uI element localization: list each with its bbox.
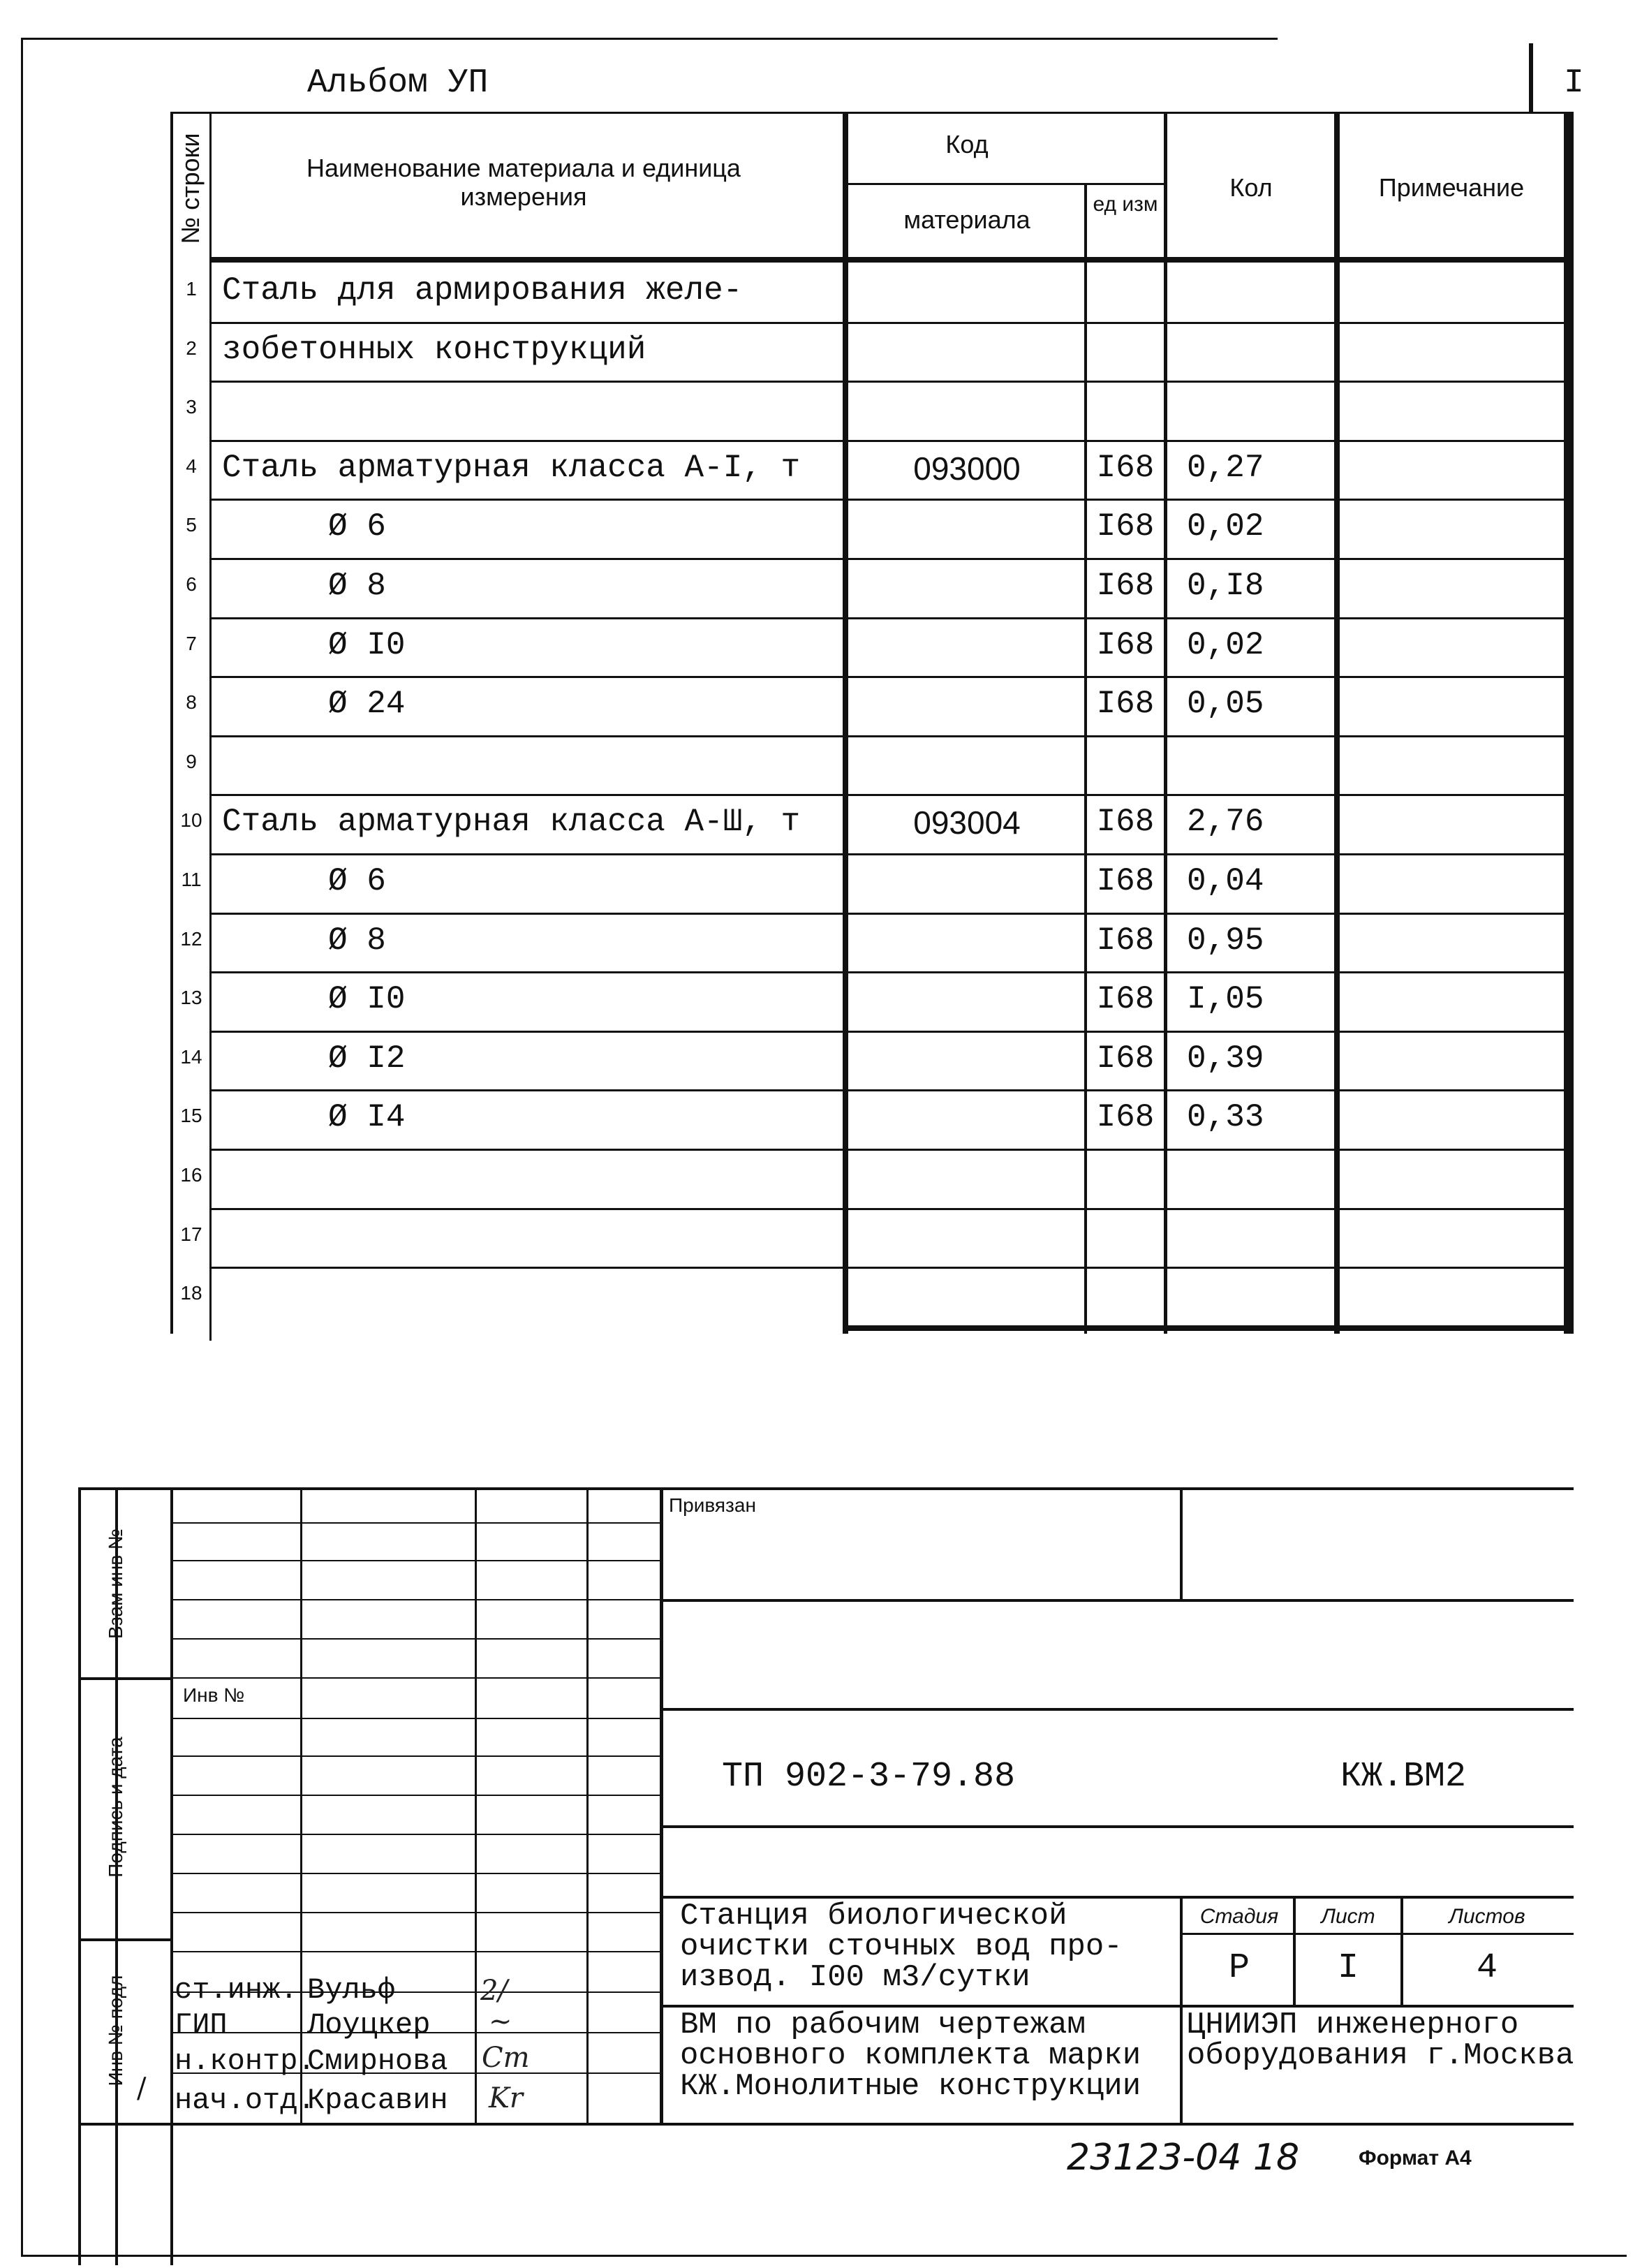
signer-role: нач.отд. [175,2084,316,2117]
tb-grid-row-line [170,1638,662,1640]
row-separator [209,794,1574,796]
row-unit: I68 [1096,686,1155,722]
inv-no-label: Инв № [183,1684,245,1706]
row-separator [209,440,1574,442]
row-number: 14 [180,1046,202,1068]
tb-right-row1 [660,1599,1574,1602]
tb-grid-row-line [170,1599,662,1600]
header-code-unit: ед изм [1093,193,1158,216]
tb-right-row2 [660,1708,1574,1711]
signature-4: Kr [489,2082,524,2114]
tb-inner-left [170,1489,173,2265]
signature-2: ~ [489,2005,512,2038]
organization: ЦНИИЭП инженерного оборудования г.Москва [1187,2008,1574,2073]
tb-grid-row-line [170,1718,662,1719]
row-number: 12 [180,928,202,950]
row-separator [209,1208,1574,1210]
tb-col4 [660,1489,663,2124]
stage-value: Р [1228,1948,1250,1988]
row-name: Ø 8 [328,568,386,604]
row-qty: 0,27 [1187,450,1264,486]
privyazan-label: Привязан [669,1494,756,1516]
row-separator [209,617,1574,619]
header-note: Примечание [1378,173,1525,202]
tb-col5 [1180,1489,1183,1600]
row-number: 9 [186,751,197,772]
signer-name: Вульф [307,1973,396,2007]
album-title: Альбом УП [307,64,489,102]
row-name: зобетонных конструкций [222,332,646,368]
row-number: 8 [186,691,197,713]
tb-grid-row-line [170,1834,662,1835]
row-number: 5 [186,514,197,536]
row-qty: I,05 [1187,981,1264,1017]
row-number: 6 [186,573,197,595]
tb-grid-row-line [170,1677,662,1679]
tb-side-split2 [78,1938,173,1941]
signature-3: Cm [482,2042,530,2074]
header-code: Код [945,130,989,159]
row-qty: 0,02 [1187,627,1264,663]
frame-left-line [21,38,23,2257]
row-unit: I68 [1096,1040,1155,1077]
project-name: Станция биологической очистки сточных вод про- извод. I00 м3/сутки [680,1899,1123,1995]
row-separator [209,971,1574,973]
tb-top-line [78,1487,1574,1490]
row-separator [209,853,1574,855]
label-podpis: Подпись и дата [105,1737,126,1878]
row-separator [209,735,1574,737]
row-unit: I68 [1096,568,1155,604]
signer-role: ГИП [175,2008,228,2042]
row-number: 2 [186,337,197,359]
row-name: Ø 6 [328,863,386,899]
label-vzam: Взам инв № [105,1529,126,1639]
tb-grid-row-line [170,1912,662,1913]
row-name: Ø 6 [328,508,386,545]
header-row-no: № строки [176,133,205,244]
row-separator [209,1267,1574,1269]
frame-top-line [21,38,1278,40]
tb-grid-row-line [170,1522,662,1524]
row-qty: 0,95 [1187,922,1264,959]
sheets-value: 4 [1476,1948,1498,1988]
doc-mark: КЖ.ВМ2 [1340,1757,1467,1797]
tb-right-row3 [660,1825,1574,1828]
sheets-label: Листов [1449,1905,1525,1928]
row-code: 093000 [913,450,1021,487]
row-separator [209,1149,1574,1151]
tb-col2 [475,1489,477,2124]
row-separator [209,676,1574,678]
row-qty: 0,33 [1187,1099,1264,1135]
row-qty: 0,02 [1187,508,1264,545]
row-qty: 0,04 [1187,863,1264,899]
row-number: 1 [186,278,197,300]
row-name: Ø I0 [328,627,406,663]
row-code: 093004 [913,804,1021,841]
signer-role: ст.инж. [175,1973,298,2007]
row-name: Сталь арматурная класса А-I, т [222,450,801,486]
row-unit: I68 [1096,922,1155,959]
row-number: 15 [180,1105,202,1126]
tb-grid-row-line [170,1873,662,1874]
tb-grid-row-line [170,1951,662,1952]
tb-side-split1 [78,1677,173,1680]
row-name: Сталь для армирования желе- [222,272,743,309]
slash-mark: / [137,2072,147,2105]
row-name: Ø 8 [328,922,386,959]
tb-stage-head-line [1180,1933,1574,1935]
tb-grid-row-line [170,1755,662,1757]
signer-role: н.контр. [175,2045,316,2078]
header-name: Наименование материала и единица измерения [306,154,741,212]
unit-col-line [1084,183,1087,1334]
row-number: 4 [186,455,197,477]
signer-name: Красавин [307,2084,448,2117]
row-name: Сталь арматурная класса А-Ш, т [222,804,801,840]
tb-grid-row-line [170,1560,662,1561]
sheet-label: Лист [1321,1905,1375,1928]
frame-bottom-line [21,2255,1627,2257]
row-number: 11 [181,869,202,890]
row-number: 3 [186,396,197,418]
row-separator [209,381,1574,383]
signature-1: 2/ [480,1975,508,2007]
signer-name: Смирнова [307,2045,448,2078]
row-name: Ø I2 [328,1040,406,1077]
row-unit: I68 [1096,508,1155,545]
code-split-line [843,183,1167,185]
doc-code: ТП 902-3-79.88 [722,1757,1016,1797]
row-unit: I68 [1096,863,1155,899]
tb-col3 [586,1489,589,2124]
row-separator [209,558,1574,560]
label-inv-podl: Инв № подл [105,1975,126,2086]
table-top-line [170,112,1574,114]
tb-bottom-line [78,2123,1574,2126]
row-name: Ø 24 [328,686,406,722]
archive-number: 23123-04 18 [1067,2137,1300,2179]
row-number: 18 [180,1282,202,1304]
header-code-material: материала [903,205,1030,234]
row-unit: I68 [1096,450,1155,486]
header-qty: Кол [1229,173,1273,202]
row-separator [209,499,1574,501]
doc-title: ВМ по рабочим чертежам основного комплекта марки КЖ.Монолитные конструкции [680,2008,1141,2104]
table-bottom-line [843,1325,1574,1331]
row-qty: 0,I8 [1187,568,1264,604]
row-name: Ø I0 [328,981,406,1017]
row-separator [209,1089,1574,1091]
row-qty: 0,05 [1187,686,1264,722]
row-separator [209,1031,1574,1033]
row-unit: I68 [1096,627,1155,663]
row-name: Ø I4 [328,1099,406,1135]
tb-col1 [300,1489,302,2124]
frame-right-mark [1529,43,1533,113]
row-separator [209,913,1574,915]
row-unit: I68 [1096,1099,1155,1135]
tb-outer-left [78,1489,81,2265]
stage-label: Стадия [1199,1905,1279,1928]
header-bottom-line [209,257,1574,263]
tb-grid-row-line [170,1795,662,1796]
signer-name: Лоуцкер [307,2008,431,2042]
format-label: Формат А4 [1359,2146,1472,2170]
row-qty: 0,39 [1187,1040,1264,1077]
sheet-value: I [1337,1948,1359,1988]
row-qty: 2,76 [1187,804,1264,840]
row-number: 17 [180,1223,202,1245]
row-number: 7 [186,633,197,654]
row-number: 16 [180,1164,202,1186]
row-number: 10 [180,809,202,831]
page-number: I [1564,64,1584,102]
row-number: 13 [180,987,202,1008]
row-unit: I68 [1096,981,1155,1017]
row-separator [209,322,1574,324]
row-unit: I68 [1096,804,1155,840]
